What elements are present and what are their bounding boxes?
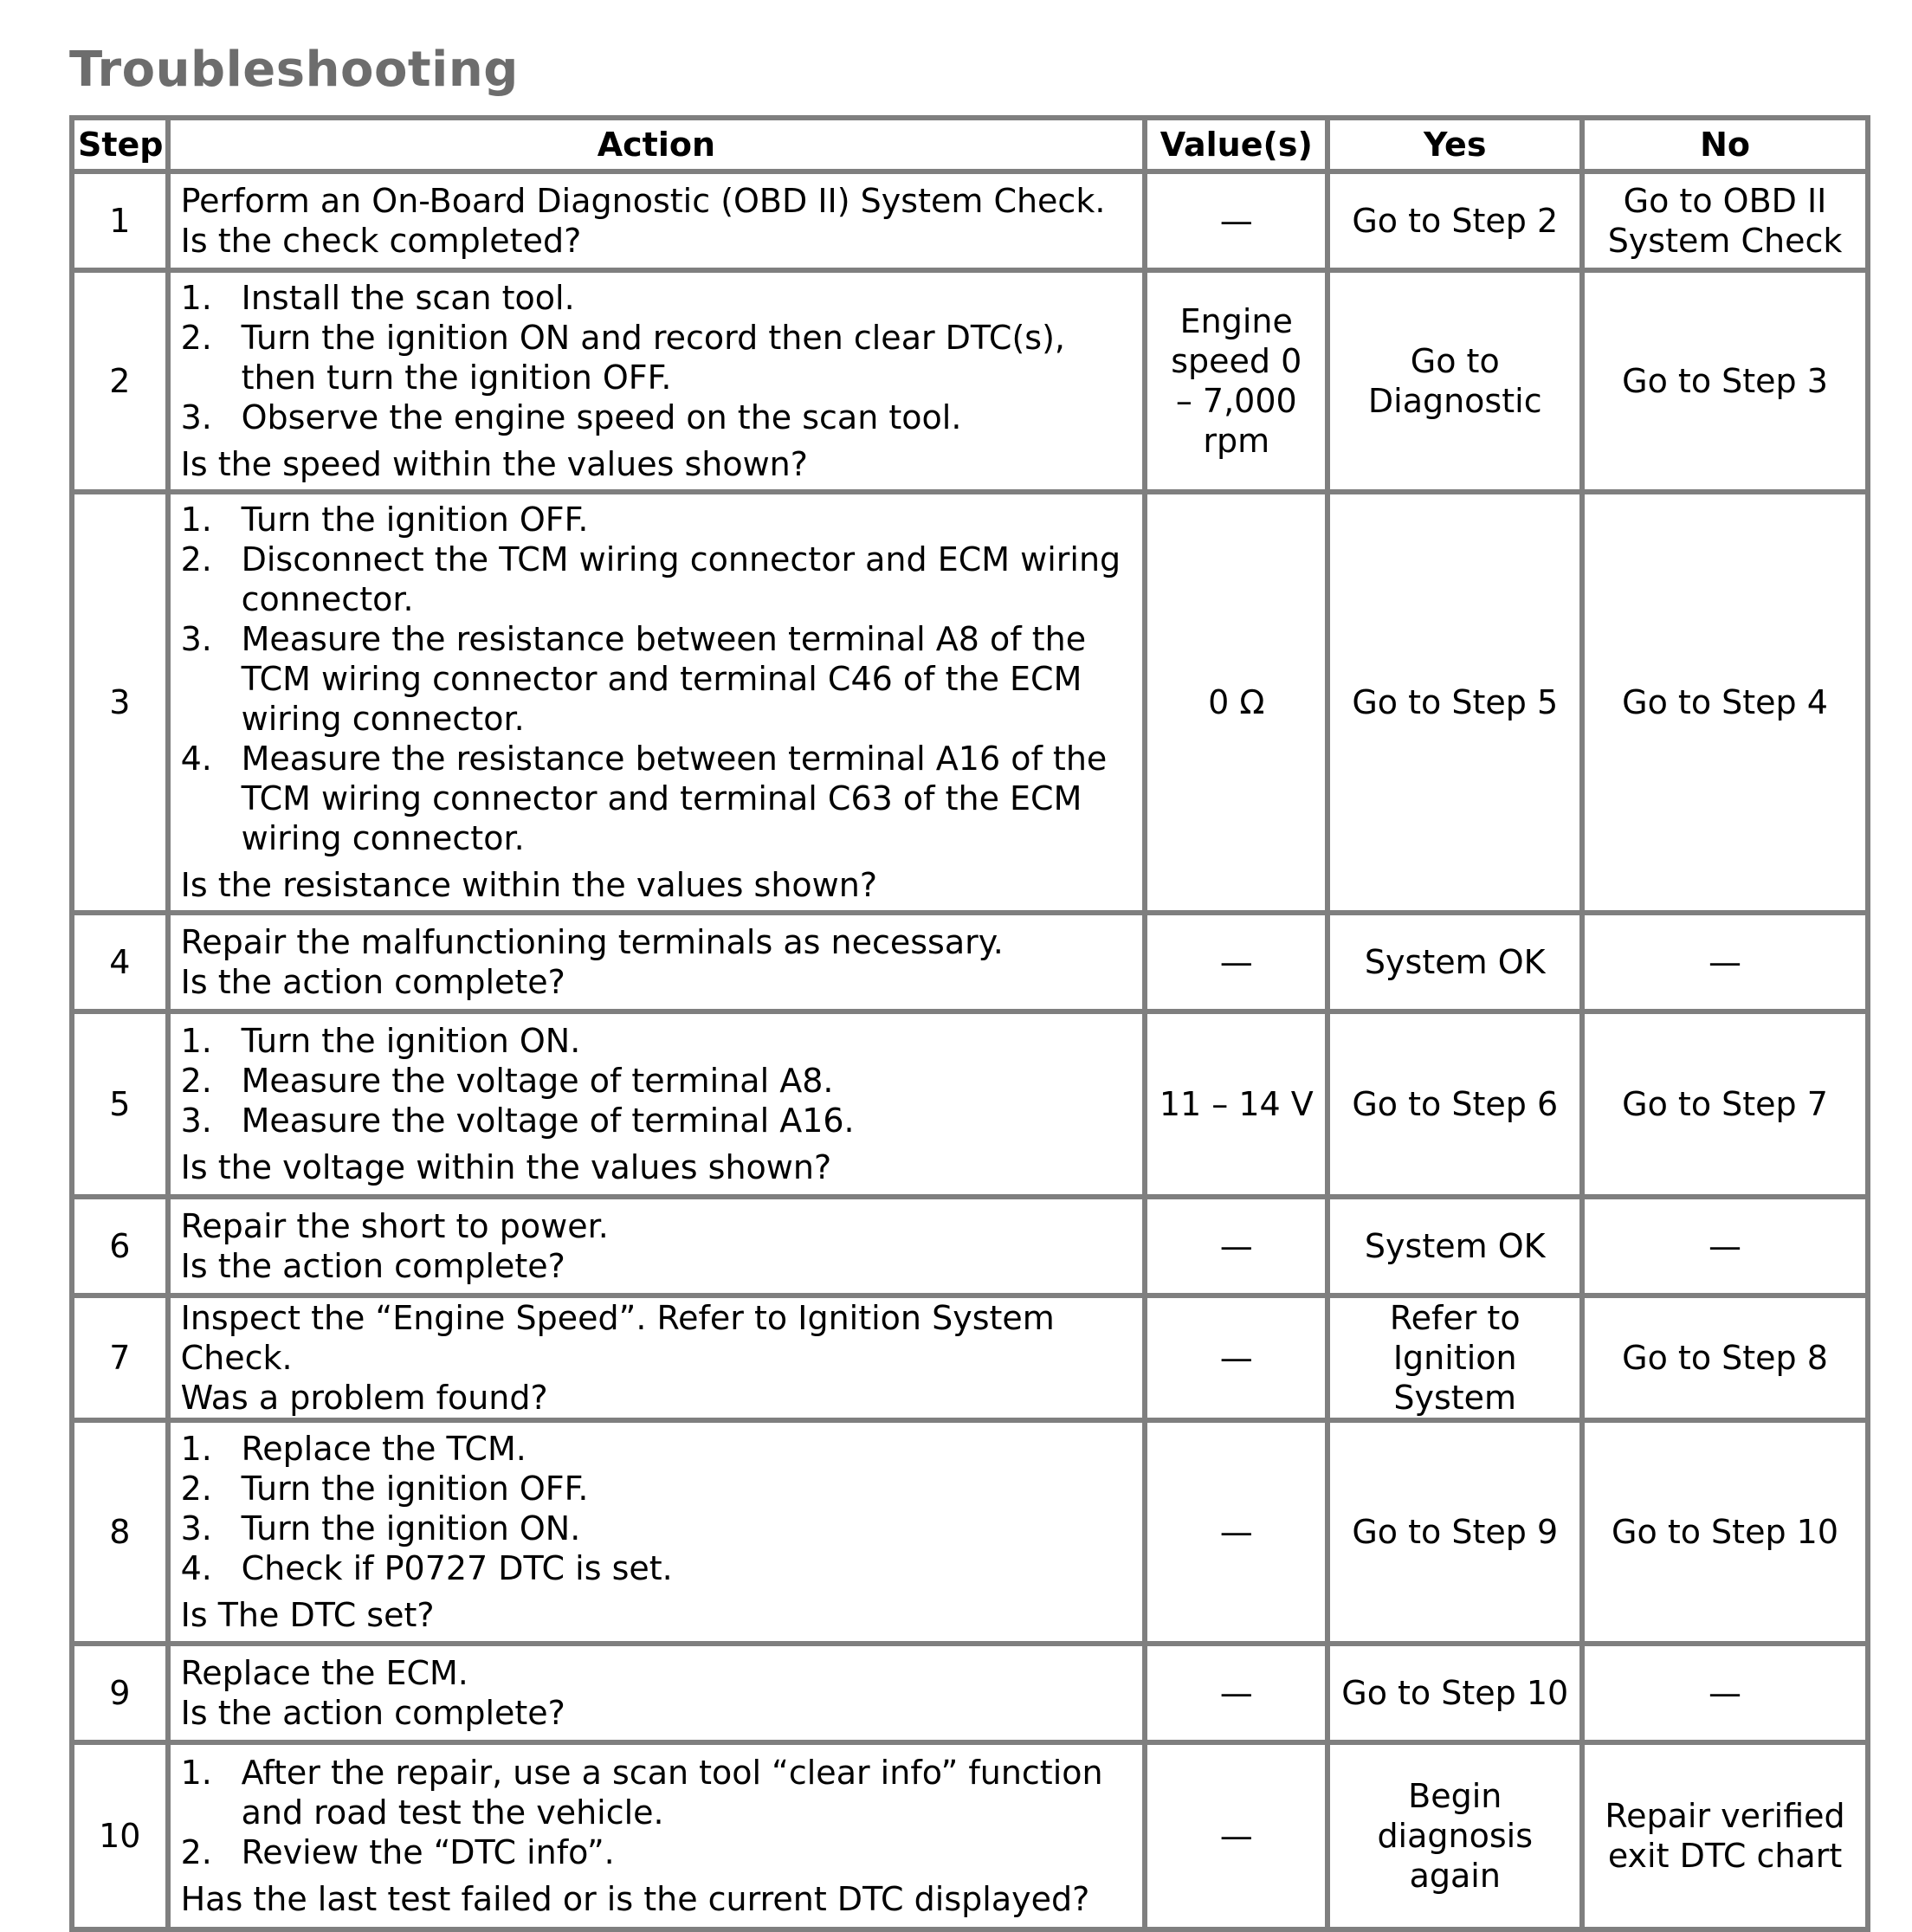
value-cell: 11 – 14 V: [1147, 1014, 1325, 1194]
value-cell: 0 Ω: [1147, 494, 1325, 910]
action-text: Repair the short to power.: [180, 1207, 609, 1245]
step-cell: 2: [74, 273, 165, 489]
yes-cell: Begin diagnosis again: [1330, 1745, 1579, 1927]
action-step-number: 1.: [180, 1022, 212, 1060]
action-question: Is the action complete?: [180, 963, 565, 1001]
action-step: [181, 1832, 1133, 1872]
action-step: [181, 1061, 1133, 1101]
action-step-number: 3.: [180, 1102, 212, 1140]
value-cell: —: [1147, 174, 1325, 268]
action-step: [181, 500, 1133, 540]
yes-cell: Go to Step 9: [1330, 1423, 1579, 1641]
step-cell: 6: [74, 1199, 165, 1293]
action-step: [181, 278, 1133, 318]
action-step-number: 4.: [180, 1549, 212, 1587]
step-cell: 8: [74, 1423, 165, 1641]
action-cell: [171, 1646, 1143, 1740]
action-step-text: Turn the ignition OFF.: [241, 501, 589, 539]
action-cell: [171, 273, 1143, 489]
table-row: [74, 1745, 1865, 1927]
action-step-text: Check if P0727 DTC is set.: [241, 1549, 673, 1587]
action-cell: [171, 1298, 1143, 1418]
action-question: Is the action complete?: [180, 1247, 565, 1285]
header-yes: Yes: [1330, 120, 1579, 169]
value-cell: —: [1147, 1423, 1325, 1641]
action-step: [181, 1509, 1133, 1548]
action-step: [181, 1753, 1133, 1832]
action-step-text: Turn the ignition OFF.: [241, 1470, 589, 1508]
action-step-number: 3.: [180, 1509, 212, 1548]
step-cell: 4: [74, 915, 165, 1009]
action-cell: [171, 1745, 1143, 1927]
action-step-number: 2.: [180, 1833, 212, 1871]
action-steps-list: [181, 1429, 1133, 1588]
yes-cell: System OK: [1330, 1199, 1579, 1293]
action-cell: [171, 1423, 1143, 1641]
no-cell: Go to Step 4: [1585, 494, 1865, 910]
action-steps-list: [181, 1753, 1133, 1872]
action-step-text: Review the “DTC info”.: [241, 1833, 615, 1871]
action-question: Is the speed within the values shown?: [180, 445, 808, 483]
table-row: [74, 915, 1865, 1009]
value-cell: —: [1147, 1646, 1325, 1740]
action-step-text: Measure the voltage of terminal A16.: [241, 1102, 855, 1140]
action-step-number: 3.: [180, 398, 212, 436]
action-step-text: Turn the ignition ON.: [241, 1022, 581, 1060]
action-step: [181, 1101, 1133, 1140]
action-step-text: Disconnect the TCM wiring connector and ECM wiring connector.: [241, 540, 1121, 618]
action-step-text: Turn the ignition ON and record then clear DTC(s), then turn the ignition OFF.: [241, 319, 1065, 397]
action-step-text: Turn the ignition ON.: [241, 1509, 581, 1548]
header-row: [74, 120, 1865, 169]
value-cell: —: [1147, 1745, 1325, 1927]
step-cell: 1: [74, 174, 165, 268]
action-cell: [171, 915, 1143, 1009]
table-row: [74, 1423, 1865, 1641]
action-question: Is the action complete?: [180, 1694, 565, 1732]
action-step-text: Measure the resistance between terminal A8 of the TCM wiring connector and terminal C46 of the ECM wiring connector.: [241, 620, 1087, 738]
action-step: [181, 1021, 1133, 1061]
yes-cell: System OK: [1330, 915, 1579, 1009]
action-step-number: 1.: [180, 279, 212, 317]
no-cell: —: [1585, 1646, 1865, 1740]
action-step-number: 4.: [180, 740, 212, 778]
table-row: [74, 1298, 1865, 1418]
action-step: [181, 739, 1133, 858]
no-cell: Repair verified exit DTC chart: [1585, 1745, 1865, 1927]
step-cell: 5: [74, 1014, 165, 1194]
action-step-number: 1.: [180, 501, 212, 539]
table-row: [74, 273, 1865, 489]
table-row: [74, 1014, 1865, 1194]
action-step-text: After the repair, use a scan tool “clear info” function and road test the vehicle.: [241, 1754, 1103, 1832]
yes-cell: Go to Step 5: [1330, 494, 1579, 910]
action-step-number: 1.: [180, 1754, 212, 1792]
action-cell: [171, 1199, 1143, 1293]
yes-cell: Go to Step 2: [1330, 174, 1579, 268]
table-row: [74, 1646, 1865, 1740]
header-step: Step: [74, 120, 165, 169]
action-step-number: 2.: [180, 540, 212, 578]
yes-cell: Go to Diagnostic: [1330, 273, 1579, 489]
action-cell: [171, 494, 1143, 910]
yes-cell: Refer to Ignition System: [1330, 1298, 1579, 1418]
header-no: No: [1585, 120, 1865, 169]
action-steps-list: [181, 500, 1133, 858]
action-step-text: Observe the engine speed on the scan tool.: [241, 398, 962, 436]
action-step-text: Measure the voltage of terminal A8.: [241, 1062, 834, 1100]
action-cell: [171, 174, 1143, 268]
action-step: [181, 397, 1133, 437]
no-cell: Go to OBD II System Check: [1585, 174, 1865, 268]
table-row: [74, 174, 1865, 268]
no-cell: Go to Step 3: [1585, 273, 1865, 489]
action-step-text: Replace the TCM.: [241, 1430, 526, 1468]
no-cell: Go to Step 10: [1585, 1423, 1865, 1641]
action-text: Replace the ECM.: [180, 1654, 468, 1692]
action-step: [181, 619, 1133, 739]
action-step-number: 2.: [180, 319, 212, 357]
action-step: [181, 318, 1133, 397]
action-step-number: 2.: [180, 1470, 212, 1508]
value-cell: —: [1147, 1298, 1325, 1418]
step-cell: 3: [74, 494, 165, 910]
action-question: Is the voltage within the values shown?: [180, 1148, 832, 1186]
action-cell: [171, 1014, 1143, 1194]
step-cell: 7: [74, 1298, 165, 1418]
action-steps-list: [181, 1021, 1133, 1140]
table-row: [74, 494, 1865, 910]
action-text: Inspect the “Engine Speed”. Refer to Ignition System Check.: [180, 1299, 1055, 1377]
no-cell: —: [1585, 915, 1865, 1009]
action-step: [181, 1548, 1133, 1588]
action-step-text: Install the scan tool.: [241, 279, 575, 317]
yes-cell: Go to Step 6: [1330, 1014, 1579, 1194]
action-question: Is The DTC set?: [180, 1596, 435, 1634]
step-cell: 9: [74, 1646, 165, 1740]
step-cell: 10: [74, 1745, 165, 1927]
action-step: [181, 1469, 1133, 1509]
action-question: Has the last test failed or is the current DTC displayed?: [180, 1880, 1090, 1918]
action-step: [181, 1429, 1133, 1469]
page-title: Troubleshooting: [69, 42, 519, 98]
action-step-number: 3.: [180, 620, 212, 658]
action-question: Is the resistance within the values shown?: [180, 866, 877, 904]
no-cell: Go to Step 7: [1585, 1014, 1865, 1194]
yes-cell: Go to Step 10: [1330, 1646, 1579, 1740]
no-cell: Go to Step 8: [1585, 1298, 1865, 1418]
action-step-number: 2.: [180, 1062, 212, 1100]
table-body: [74, 174, 1865, 1927]
action-step-text: Measure the resistance between terminal A16 of the TCM wiring connector and terminal C63 of the ECM wiring connector.: [241, 740, 1108, 857]
action-step: [181, 540, 1133, 619]
value-cell: —: [1147, 915, 1325, 1009]
header-values: Value(s): [1147, 120, 1325, 169]
table-row: [74, 1199, 1865, 1293]
troubleshooting-table: [69, 115, 1870, 1932]
value-cell: —: [1147, 1199, 1325, 1293]
action-question: Is the check completed?: [180, 222, 582, 260]
action-text: Perform an On-Board Diagnostic (OBD II) System Check.: [180, 182, 1106, 220]
action-question: Was a problem found?: [180, 1379, 548, 1417]
action-text: Repair the malfunctioning terminals as necessary.: [180, 923, 1004, 961]
value-cell: Engine speed 0 – 7,000 rpm: [1147, 273, 1325, 489]
header-action: Action: [171, 120, 1143, 169]
no-cell: —: [1585, 1199, 1865, 1293]
action-step-number: 1.: [180, 1430, 212, 1468]
action-steps-list: [181, 278, 1133, 437]
